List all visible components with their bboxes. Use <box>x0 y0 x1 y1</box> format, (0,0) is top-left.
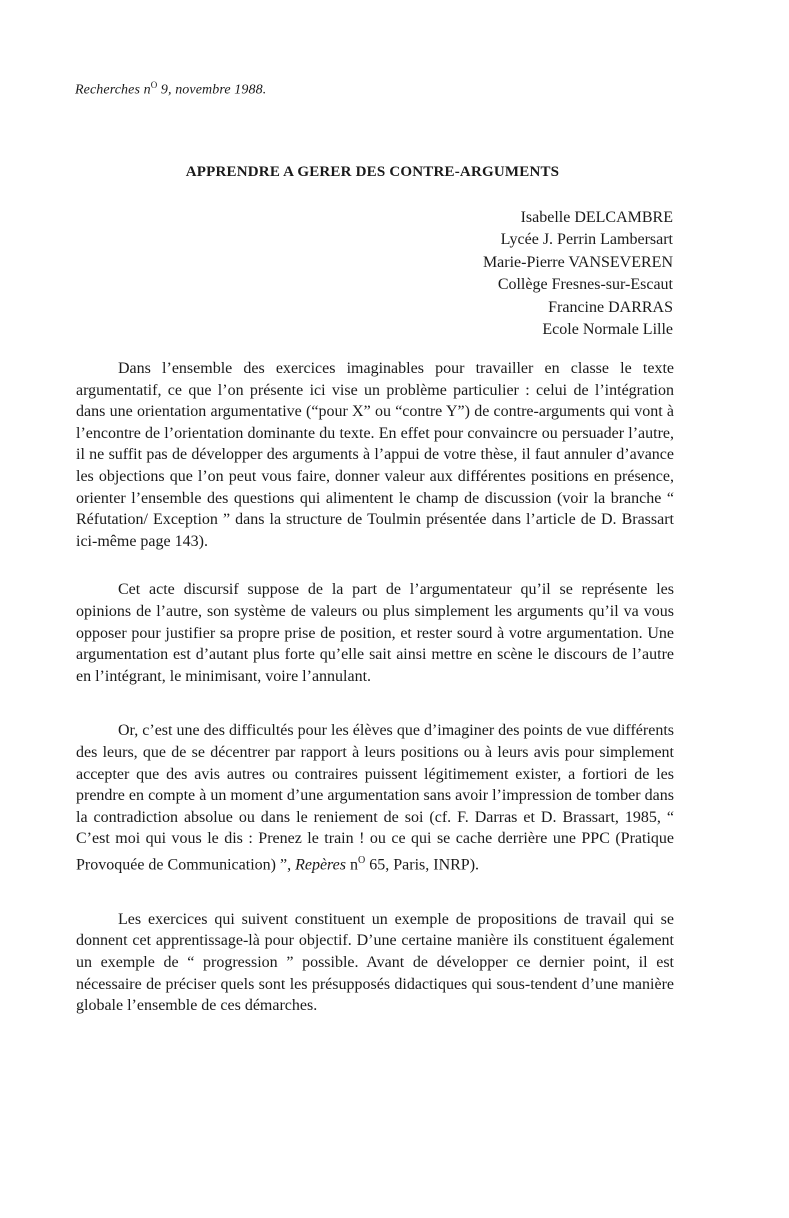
reperes-journal-title: Repères <box>295 856 346 874</box>
journal-reference <box>75 80 266 99</box>
number-label: n <box>346 856 358 874</box>
paragraph-3 <box>76 720 674 875</box>
journal-issue: 9, novembre 1988. <box>157 82 267 98</box>
author-block <box>483 207 673 341</box>
journal-name: Recherches n <box>75 82 151 98</box>
author-affiliation: Lycée J. Perrin Lambersart <box>500 231 673 249</box>
author-name: Marie-Pierre VANSEVEREN <box>482 253 673 271</box>
paragraph-4: Les exercices qui suivent constituent un exemple de propositions de travail qui se donnent cet apprentissage-là pour objectif. D’une certaine manière ils constituent également un exemple de “ progression ” possible. Avant de développer ce dernier point, il est nécessaire de préciser quels sont les présupposés didactiques qui sous-tendent d’une manière globale l’ensemble de ces démarches. <box>76 910 674 1015</box>
article-body <box>76 358 674 1017</box>
number-superscript: O <box>358 854 366 866</box>
article-title: APPRENDRE A GERER DES CONTRE-ARGUMENTS <box>185 164 560 180</box>
number-superscript: O <box>150 80 158 90</box>
author-affiliation: Ecole Normale Lille <box>542 321 673 339</box>
paragraph-3-end: 65, Paris, INRP). <box>365 856 480 874</box>
author-name: Francine DARRAS <box>548 298 673 316</box>
author-affiliation: Collège Fresnes-sur-Escaut <box>497 276 673 294</box>
author-name: Isabelle DELCAMBRE <box>520 209 673 226</box>
paragraph-2: Cet acte discursif suppose de la part de l’argumentateur qu’il se représente les opinions de l’autre, son système de valeurs ou plus simplement les arguments qu’il va vous opposer pour justifier sa propre prise de position, et rester sourd à votre argumentation. Une argumentation est d’autant plus forte qu’elle sait ainsi mettre en scène le discours de l’autre en l’intégrant, le minimisant, voire l’annulant. <box>76 581 674 685</box>
paragraph-3-text: Or, c’est une des difficultés pour les élèves que d’imaginer des points de vue différents des leurs, que de se décentrer par rapport à leurs positions ou à leurs avis pour simplement accepter que des avis autres ou contraires puissent légitimement exister, a fortiori de les prendre en compte à un moment d’une argumentation sans avoir l’impression de tomber dans la contradiction absolue ou dans le reniement de soi (cf. F. Darras et D. Brassart, 1985, “ C’est moi qui vous le dis : Prenez le train ! ou ce qui se cache derrière une PPC (Pratique Provoquée de Communication) ”, <box>76 722 674 874</box>
paragraph-1: Dans l’ensemble des exercices imaginables pour travailler en classe le texte argumentatif, ce que l’on présente ici vise un problème particulier : celui de l’intégration dans une orientation argumentative (“pour X” ou “contre Y”) de contre-arguments qui vont à l’encontre de l’orientation dominante du texte. En effet pour convaincre ou persuader l’autre, il ne suffit pas de développer des arguments à l’appui de votre thèse, il faut annuler d’avance les objections que l’on peut vous faire, donner valeur aux différentes positions en présence, orienter l’ensemble des questions qui alimentent le champ de discussion (voir la branche “ Réfutation/ Exception ” dans la structure de Toulmin présentée dans l’article de D. Brassart ici-même page 143). <box>76 360 674 550</box>
